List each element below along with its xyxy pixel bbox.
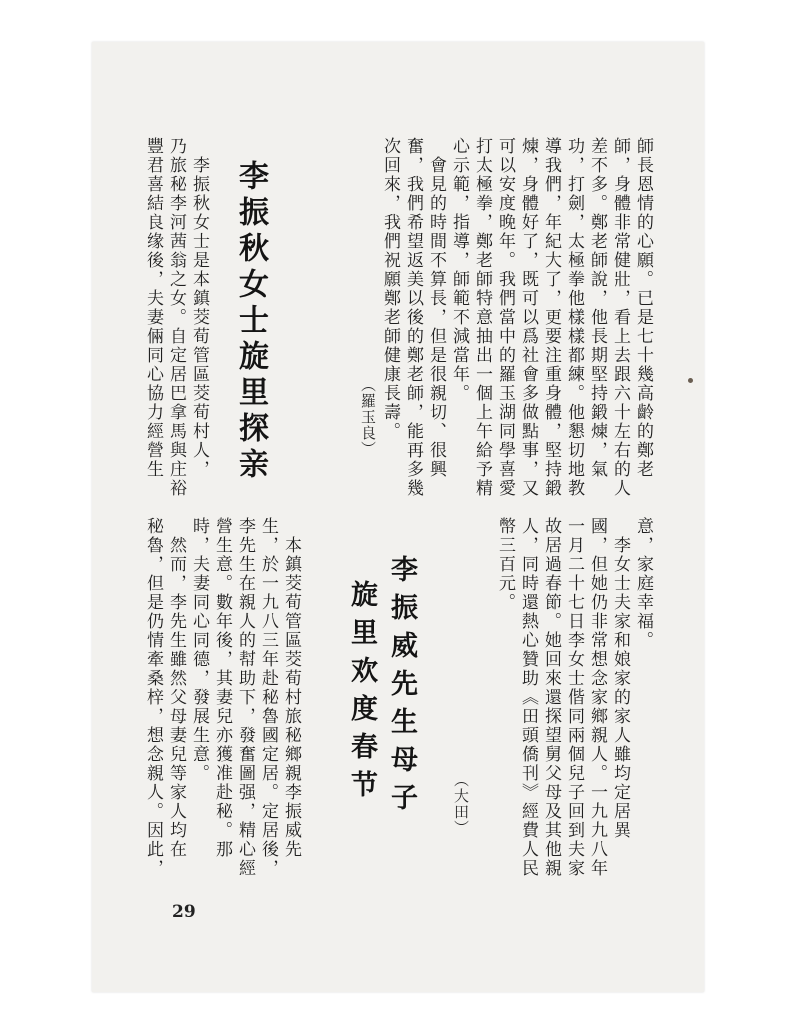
article3-column-4: 營生意。數年後，其妻兒亦獲准赴秘。那 [212, 517, 232, 859]
article3-column-3: 李先生在親人的幇助下，發奮圖强，精心經 [235, 517, 255, 878]
article2-column-6: 國，但她仍非常想念家鄉親人。一九九八年 [587, 517, 607, 878]
article2-column-9: 人，同時還熱心贊助《田頭僑刊》經費人民 [518, 517, 538, 878]
article1-column-8: 打太極拳，鄭老師特意抽出一個上午給予精 [472, 137, 492, 498]
article3-column-1: 本鎮茭荀管區茭荀村旅秘鄉親李振威先 [281, 517, 301, 859]
article3-column-7: 秘魯，但是仍情牽桑梓，想念親人。因此， [143, 517, 163, 878]
article2-column-10: 幣三百元。 [495, 517, 515, 612]
article1-column-9: 心示範，指導，師範不減當年。 [449, 137, 469, 403]
article1-column-4: 功，打劍，太極拳他樣樣都練。他懇切地教 [564, 137, 584, 498]
book-page [92, 42, 704, 992]
article3-title-line2: 旋里欢度春节 [346, 580, 377, 808]
article1-column-6: 煉，身體好了，既可以爲社會多做點事，又 [518, 137, 538, 498]
article1-column-11: 奮，我們希望返美以後的鄭老師，能再多幾 [403, 137, 423, 498]
article2-column-3: 豐君喜結良缘後，夫妻倆同心協力經營生 [143, 137, 163, 479]
article1-column-1: 師長恩情的心願。已是七十幾高齡的鄭老 [633, 137, 653, 479]
article2-column-2: 乃旅秘李河茜翁之女。自定居巴拿馬與庄裕 [166, 137, 186, 498]
article2-column-4: 意，家庭幸福。 [633, 517, 653, 650]
article2-column-7: 一月二十七日李女士偕同兩個兒子回到夫家 [564, 517, 584, 878]
article2-title: 李振秋女士旋里探亲 [233, 160, 268, 484]
article1-column-5: 導我們，年紀大了，更要注重身體，堅持鍛 [541, 137, 561, 498]
page-number: 29 [172, 902, 196, 922]
article1-column-12: 次回來，我們祝願鄭老師健康長壽。 [380, 137, 400, 441]
article1-byline: （羅玉良） [359, 377, 377, 457]
article2-byline: （大田） [452, 772, 470, 836]
article2-column-8: 故居過春節。她回來還探望舅父母及其他親 [541, 517, 561, 878]
article1-column-3: 差不多。鄭老師說，他長期堅持鍛煉，氣 [587, 137, 607, 479]
article1-column-7: 可以安度晚年。我們當中的羅玉湖同學喜愛 [495, 137, 515, 498]
article3-column-6: 然而，李先生雖然父母妻兒等家人均在 [166, 517, 186, 859]
article3-column-2: 生，於一九八三年赴秘魯國定居。定居後， [258, 517, 278, 878]
paper-spot [688, 378, 693, 383]
article2-column-5: 李女士夫家和娘家的家人雖均定居異 [610, 517, 630, 840]
article3-column-5: 時，夫妻同心同德，發展生意。 [189, 517, 209, 783]
article2-column-1: 李振秋女士是本鎮茭荀管區茭荀村人， [189, 137, 209, 479]
article1-column-2: 師，身體非常健壯，看上去跟六十左右的人 [610, 137, 630, 498]
article3-title-line1: 李振威先生母子 [386, 555, 417, 821]
article1-column-10: 會見的時間不算長，但是很親切、很興 [426, 137, 446, 479]
